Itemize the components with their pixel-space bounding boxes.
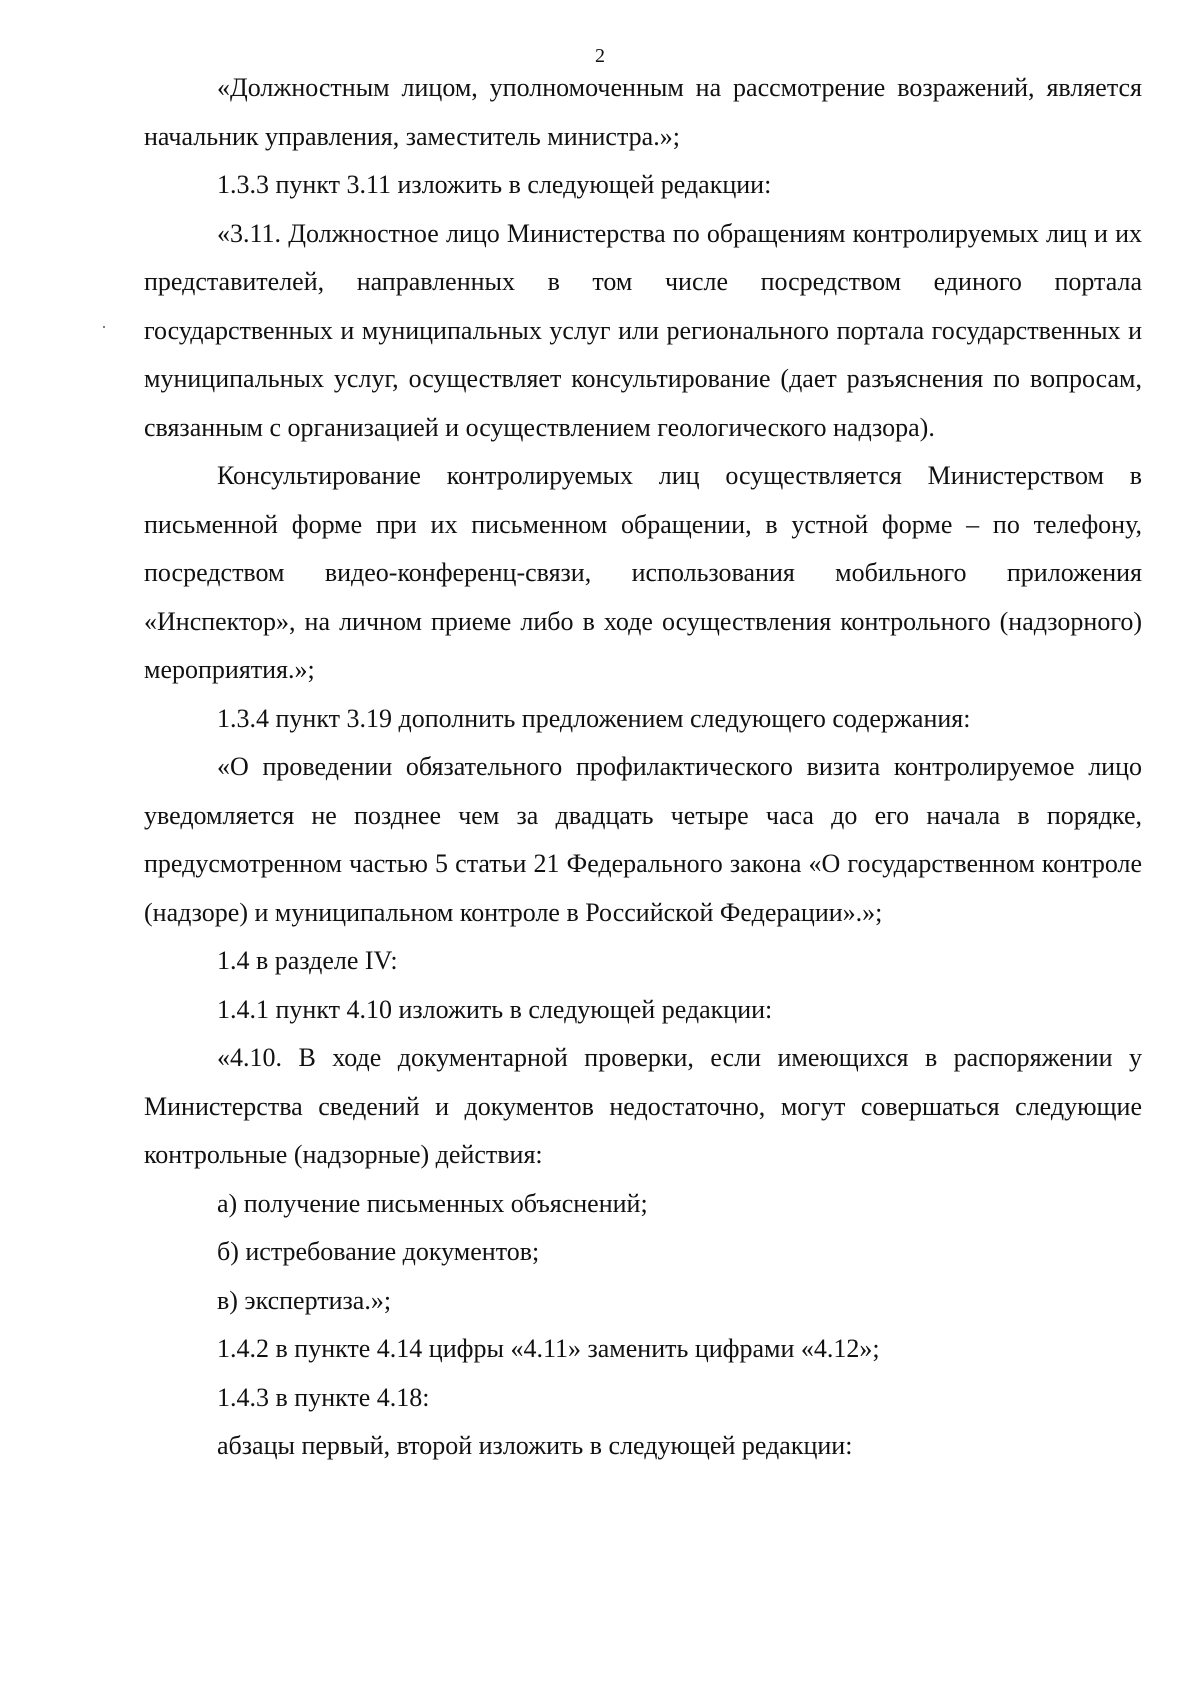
paragraph-list-item-v: в) экспертиза.»;	[217, 1285, 392, 1315]
paragraph-clause-4-10: «4.10. В ходе документарной проверки, если имеющихся в распоряжении у Министерства сведений и документов недостаточно, могут совершаться следующие контрольные (надзорные) действия:	[144, 1043, 1142, 1169]
paragraph-objections-official: «Должностным лицом, уполномоченным на рассмотрение возражений, является начальник управления, заместитель министра.»;	[144, 73, 1142, 151]
paragraph-item-1-4-2: 1.4.2 в пункте 4.14 цифры «4.11» заменить цифрами «4.12»;	[217, 1334, 880, 1363]
paragraph-consulting-forms: Консультирование контролируемых лиц осуществляется Министерством в письменной форме при их письменном обращении, в устной форме – по телефону, посредством видео-конференц-связи, использования мобильного приложения «Инспектор», на личном приеме либо в ходе осуществления контрольного (надзорного) мероприятия.»;	[144, 461, 1142, 684]
document-body	[144, 64, 1142, 1471]
paragraph-preventive-visit: «О проведении обязательного профилактического визита контролируемое лицо уведомляется не позднее чем за двадцать четыре часа до его начала в порядке, предусмотренном частью 5 статьи 21 Федерального закона «О государственном контроле (надзоре) и муниципальном контроле в Российской Федерации».»;	[144, 752, 1142, 927]
paragraph-paragraphs-first-second: абзацы первый, второй изложить в следующей редакции:	[217, 1431, 853, 1460]
paragraph-item-1-4-1: 1.4.1 пункт 4.10 изложить в следующей редакции:	[217, 994, 773, 1024]
page-number: 2	[595, 45, 605, 67]
paragraph-list-item-a: а) получение письменных объяснений;	[217, 1188, 648, 1218]
paragraph-list-item-b: б) истребование документов;	[217, 1237, 540, 1266]
paragraph-item-1-3-3: 1.3.3 пункт 3.11 изложить в следующей редакции:	[217, 170, 772, 199]
paragraph-item-1-3-4: 1.3.4 пункт 3.19 дополнить предложением следующего содержания:	[217, 703, 971, 733]
scan-speck	[103, 326, 105, 328]
paragraph-item-1-4-3: 1.4.3 в пункте 4.18:	[217, 1382, 430, 1412]
paragraph-clause-3-11: «3.11. Должностное лицо Министерства по обращениям контролируемых лиц и их представителей, направленных в том числе посредством единого портала государственных и муниципальных услуг или регионального портала государственных и муниципальных услуг, осуществляет консультирование (дает разъяснения по вопросам, связанным с организацией и осуществлением геологического надзора).	[144, 218, 1142, 442]
paragraph-item-1-4: 1.4 в разделе IV:	[217, 946, 398, 975]
